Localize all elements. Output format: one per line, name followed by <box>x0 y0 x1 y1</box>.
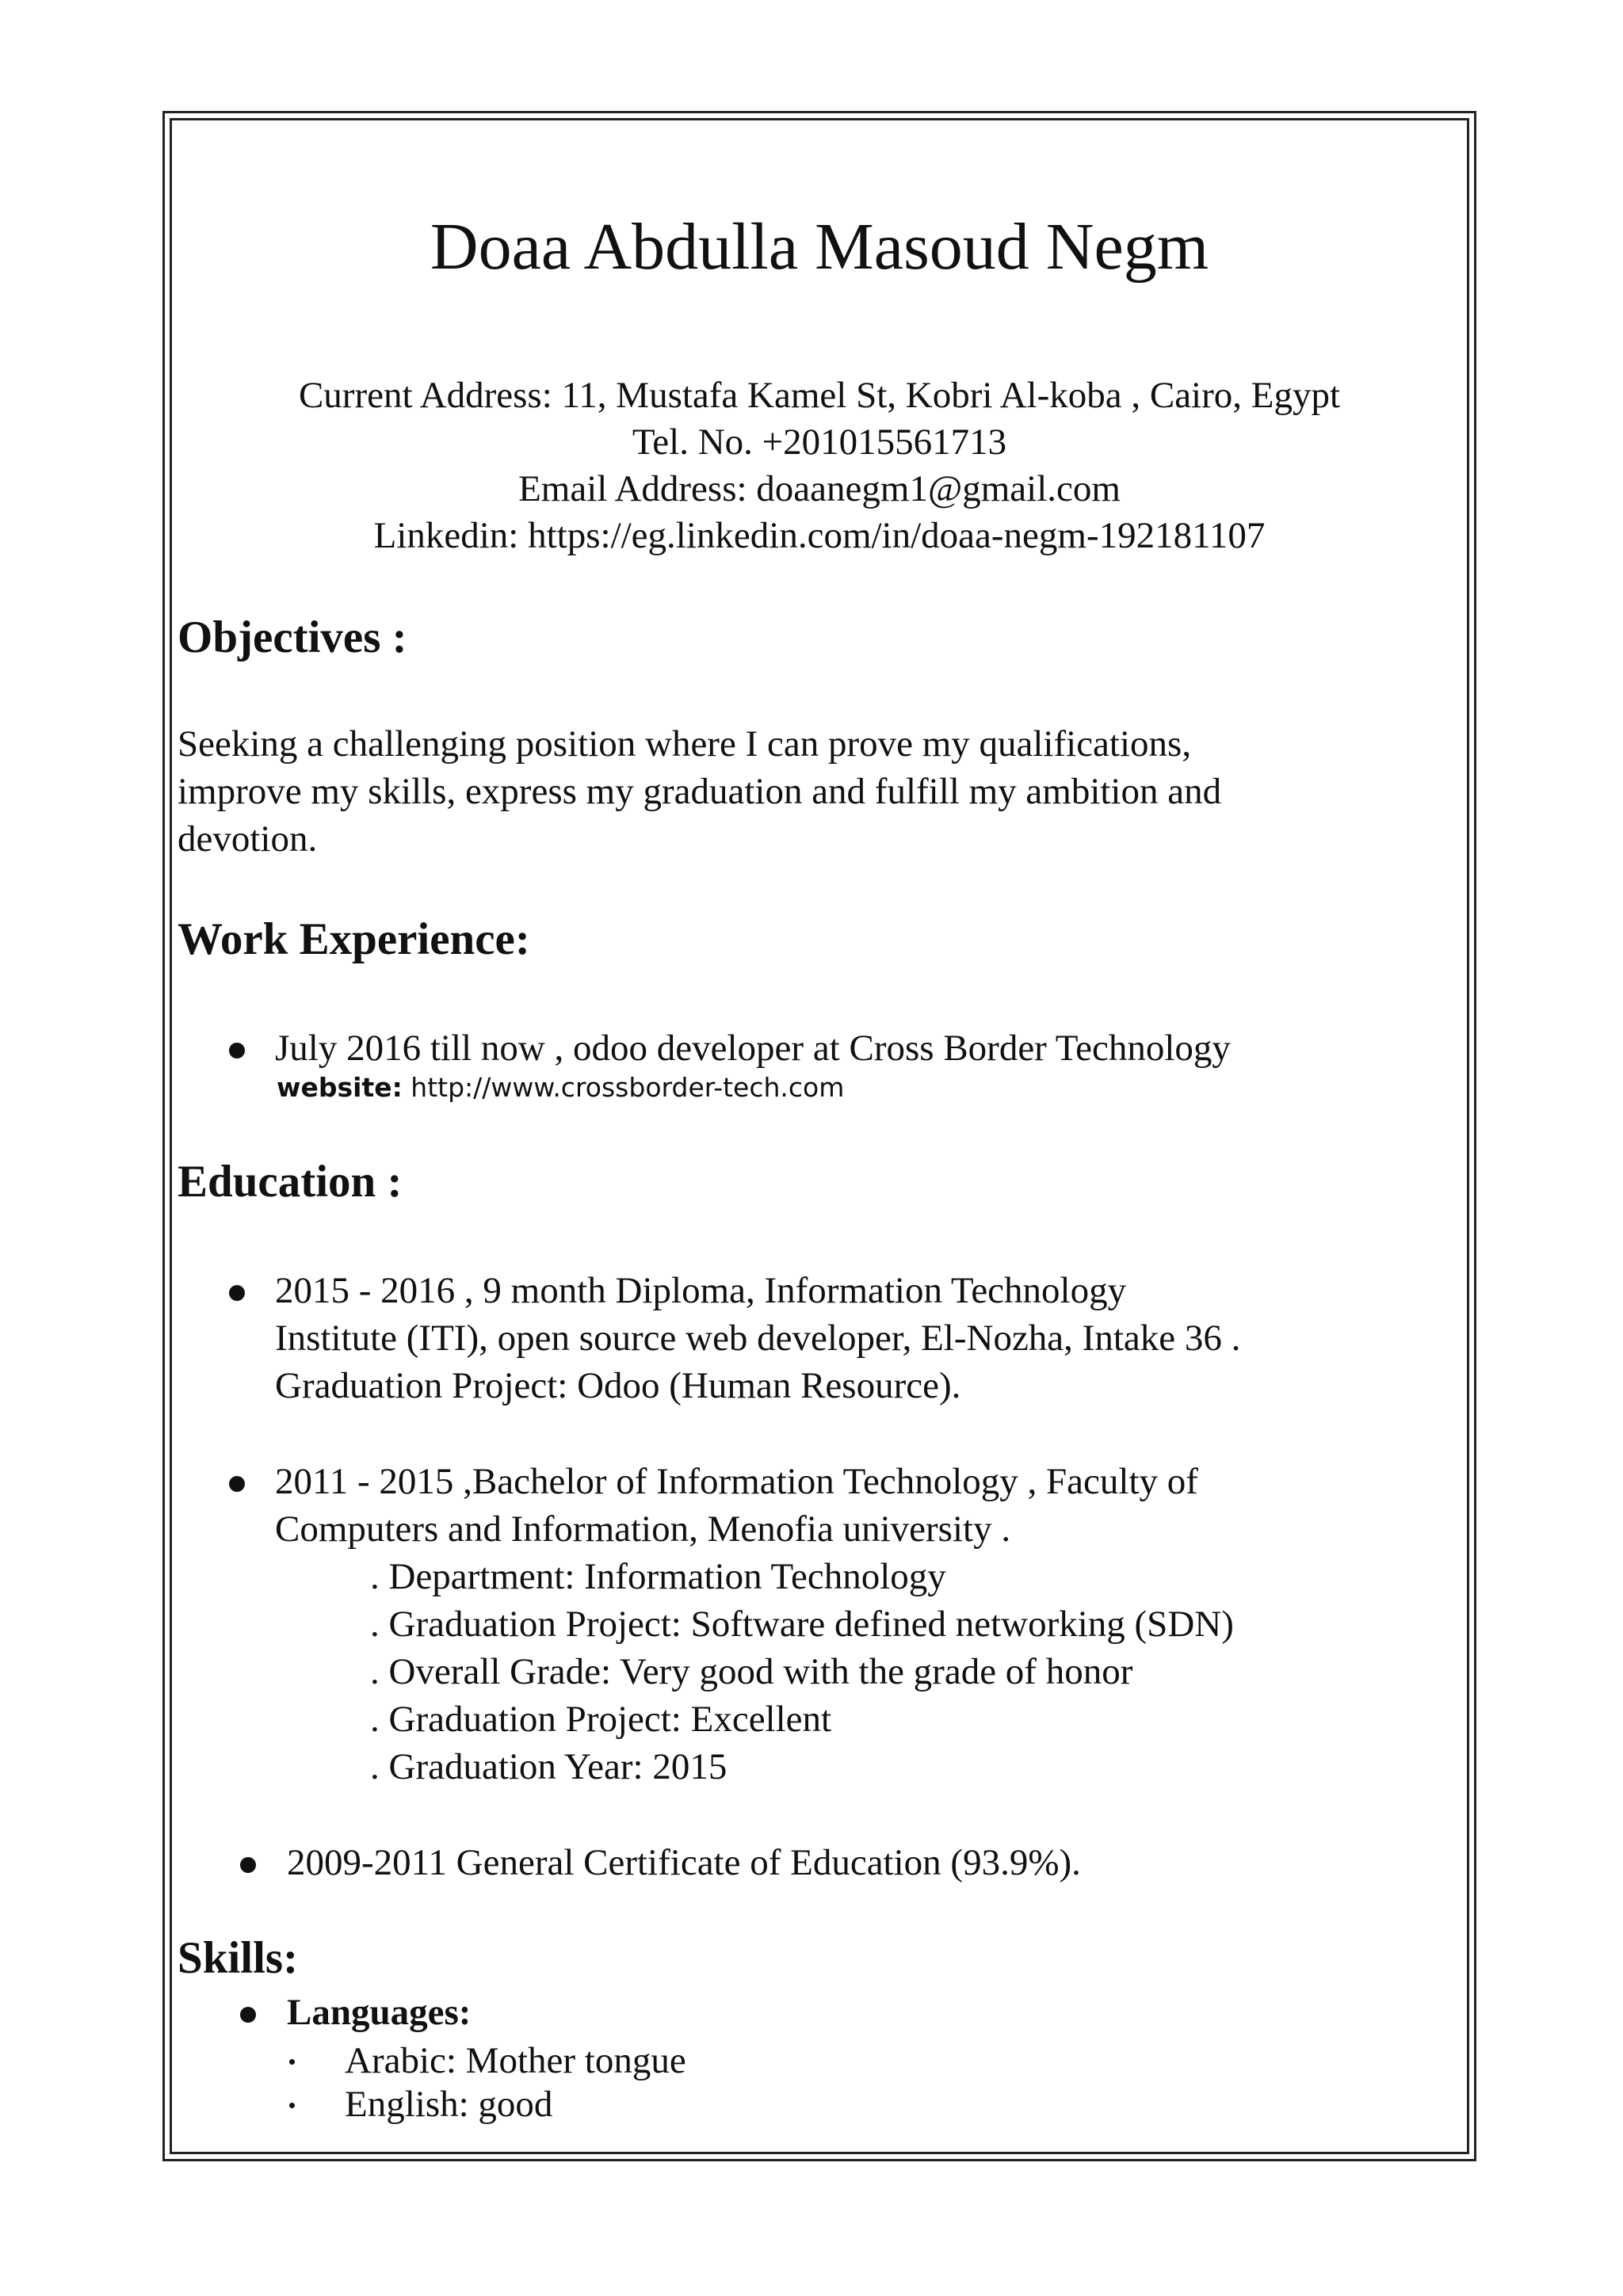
contact-email: Email Address: doaanegm1@gmail.com <box>518 468 1121 509</box>
bullet-icon <box>229 1285 245 1301</box>
education-bachelor-detail: . Graduation Project: Excellent <box>370 1699 832 1740</box>
education-bachelor-detail: . Department: Information Technology <box>370 1556 946 1597</box>
contact-address: Current Address: 11, Mustafa Kamel St, Kobri Al-koba , Cairo, Egypt <box>298 375 1341 416</box>
resume-name: Doaa Abdulla Masoud Negm <box>430 210 1209 284</box>
work-website <box>277 1072 845 1103</box>
bullet-icon <box>229 1476 245 1492</box>
languages-label: Languages: <box>287 1992 472 2033</box>
language-item: Arabic: Mother tongue <box>345 2040 686 2081</box>
objectives-line: improve my skills, express my graduation and fulfill my ambition and <box>178 771 1222 812</box>
objectives-heading: Objectives : <box>178 612 407 662</box>
bullet-icon <box>240 1857 256 1873</box>
education-certificate: 2009-2011 General Certificate of Education (93.9%). <box>287 1842 1081 1883</box>
education-bachelor-detail: . Graduation Year: 2015 <box>370 1746 727 1787</box>
education-bachelor-detail: . Graduation Project: Software defined networking (SDN) <box>370 1604 1234 1645</box>
skills-heading: Skills: <box>178 1933 299 1983</box>
contact-phone: Tel. No. +201015561713 <box>632 421 1007 463</box>
bullet-icon <box>229 1043 245 1058</box>
education-bachelor-line: Computers and Information, Menofia university . <box>275 1508 1011 1550</box>
contact-linkedin: Linkedin: https://eg.linkedin.com/in/doaa-negm-192181107 <box>373 515 1266 556</box>
language-item: English: good <box>345 2084 553 2125</box>
objectives-line: devotion. <box>178 818 318 860</box>
work-heading: Work Experience: <box>178 914 530 964</box>
education-heading: Education : <box>178 1157 403 1207</box>
education-iti-line: Institute (ITI), open source web developer, El-Nozha, Intake 36 . <box>275 1318 1241 1359</box>
bullet-icon <box>289 2059 295 2065</box>
website-url: http://www.crossborder-tech.com <box>402 1072 845 1103</box>
education-bachelor-detail: . Overall Grade: Very good with the grade of honor <box>370 1651 1133 1692</box>
bullet-icon <box>240 2007 256 2023</box>
bullet-icon <box>289 2103 295 2108</box>
website-label: website: <box>277 1072 403 1103</box>
education-iti-line: 2015 - 2016 , 9 month Diploma, Information Technology <box>275 1270 1127 1311</box>
objectives-line: Seeking a challenging position where I can prove my qualifications, <box>178 723 1192 765</box>
education-iti-line: Graduation Project: Odoo (Human Resource). <box>275 1365 961 1406</box>
work-item: July 2016 till now , odoo developer at Cross Border Technology <box>275 1028 1231 1069</box>
education-bachelor-line: 2011 - 2015 ,Bachelor of Information Technology , Faculty of <box>275 1461 1198 1502</box>
